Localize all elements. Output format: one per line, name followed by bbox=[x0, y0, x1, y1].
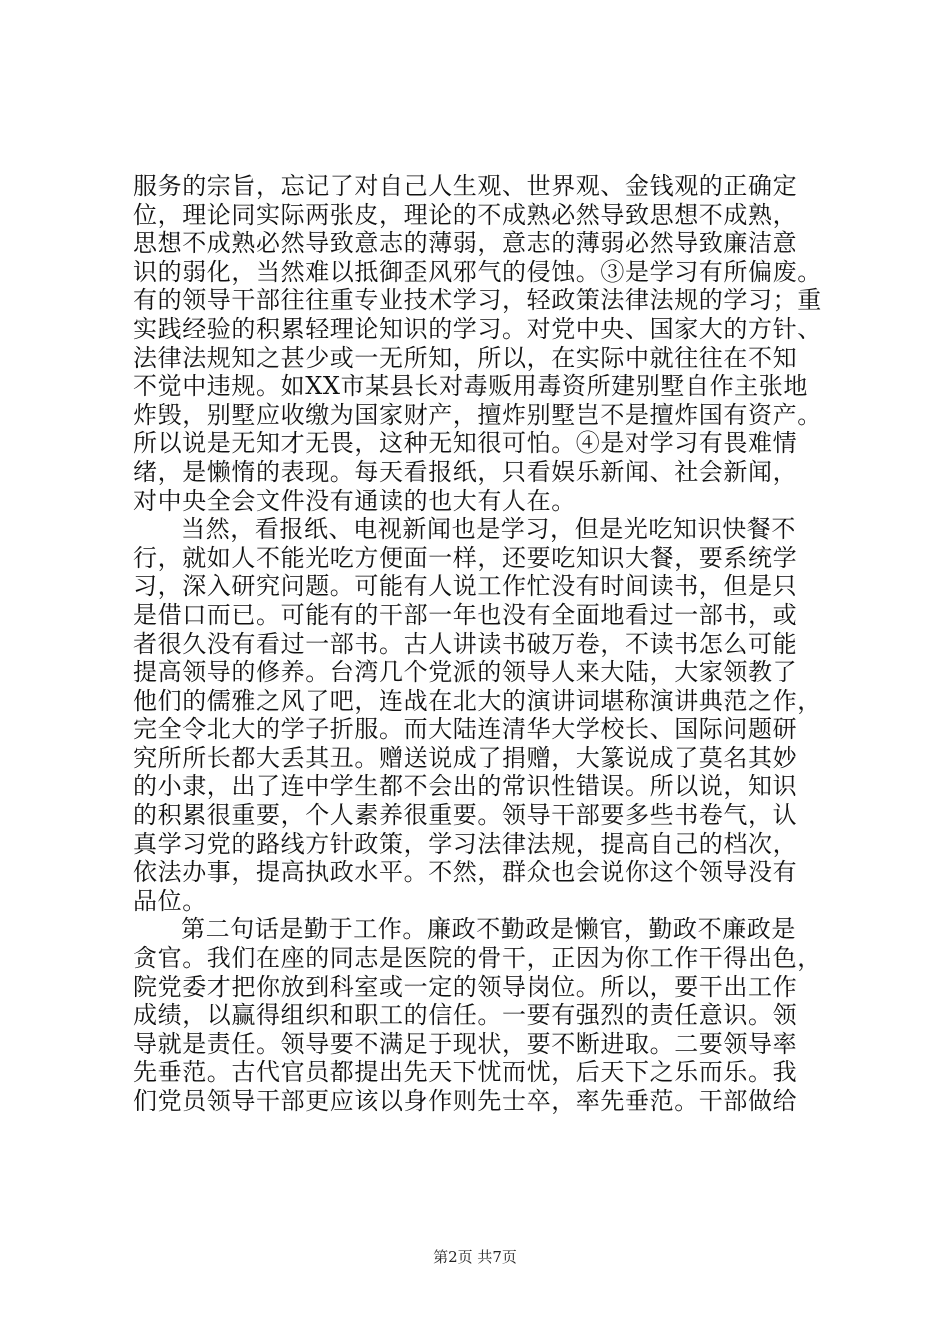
text-line: 当然，看报纸、电视新闻也是学习，但是光吃知识快餐不 bbox=[181, 515, 796, 544]
text-line: 他们的儒雅之风了吧，连战在北大的演讲词堪称演讲典范之作， bbox=[133, 686, 822, 715]
text-line: 行，就如人不能光吃方便面一样，还要吃知识大餐，要系统学 bbox=[133, 543, 798, 572]
text-line: 贪官。我们在座的同志是医院的骨干，正因为你工作干得出色， bbox=[133, 944, 822, 973]
text-line: 提高领导的修养。台湾几个党派的领导人来大陆，大家领教了 bbox=[133, 658, 798, 687]
text-line: 是借口而已。可能有的干部一年也没有全面地看过一部书，或 bbox=[133, 600, 798, 629]
text-line: 有的领导干部往往重专业技术学习，轻政策法律法规的学习；重 bbox=[133, 286, 822, 315]
text-line: 习，深入研究问题。可能有人说工作忙没有时间读书，但是只 bbox=[133, 572, 798, 601]
text-line: 者很久没有看过一部书。古人讲读书破万卷，不读书怎么可能 bbox=[133, 629, 798, 658]
body-text bbox=[133, 172, 833, 1116]
text-line: 绪，是懒惰的表现。每天看报纸，只看娱乐新闻、社会新闻， bbox=[133, 457, 798, 486]
text-line: 服务的宗旨，忘记了对自己人生观、世界观、金钱观的正确定 bbox=[133, 172, 798, 200]
text-line: 品位。 bbox=[133, 886, 207, 915]
text-line: 不觉中违规。如XX市某县长对毒贩用毒资所建别墅自作主张地 bbox=[133, 372, 808, 401]
text-line: 实践经验的积累轻理论知识的学习。对党中央、国家大的方针、 bbox=[133, 314, 822, 343]
text-line: 炸毁，别墅应收缴为国家财产，擅炸别墅岂不是擅炸国有资产。 bbox=[133, 400, 822, 429]
text-line: 真学习党的路线方针政策，学习法律法规，提高自己的档次， bbox=[133, 829, 798, 858]
text-line: 的积累很重要，个人素养很重要。领导干部要多些书卷气，认 bbox=[133, 801, 798, 830]
text-line: 依法办事，提高执政水平。不然，群众也会说你这个领导没有 bbox=[133, 858, 798, 887]
text-line: 导就是责任。领导要不满足于现状，要不断进取。二要领导率 bbox=[133, 1029, 798, 1058]
text-line: 究所所长都大丢其丑。赠送说成了捐赠，大篆说成了莫名其妙 bbox=[133, 743, 798, 772]
text-line: 法律法规知之甚少或一无所知，所以，在实际中就往往在不知 bbox=[133, 343, 798, 372]
text-line: 位，理论同实际两张皮，理论的不成熟必然导致思想不成熟， bbox=[133, 200, 798, 229]
page-footer: 第2页 共7页 bbox=[433, 1248, 517, 1266]
text-line: 成绩，以赢得组织和职工的信任。一要有强烈的责任意识。领 bbox=[133, 1001, 798, 1030]
text-line: 对中央全会文件没有通读的也大有人在。 bbox=[133, 486, 576, 515]
text-line: 完全令北大的学子折服。而大陆连清华大学校长、国际问题研 bbox=[133, 715, 798, 744]
text-line: 所以说是无知才无畏，这种无知很可怕。④是对学习有畏难情 bbox=[133, 429, 798, 458]
text-line: 思想不成熟必然导致意志的薄弱，意志的薄弱必然导致廉洁意 bbox=[133, 229, 798, 258]
text-line: 先垂范。古代官员都提出先天下忧而忧，后天下之乐而乐。我 bbox=[133, 1058, 798, 1087]
text-line: 第二句话是勤于工作。廉政不勤政是懒官，勤政不廉政是 bbox=[181, 915, 796, 944]
text-line: 的小隶，出了连中学生都不会出的常识性错误。所以说，知识 bbox=[133, 772, 798, 801]
text-line: 识的弱化，当然难以抵御歪风邪气的侵蚀。③是学习有所偏废。 bbox=[133, 257, 822, 286]
text-line: 院党委才把你放到科室或一定的领导岗位。所以，要干出工作 bbox=[133, 972, 798, 1001]
text-line: 们党员领导干部更应该以身作则先士卒，率先垂范。干部做给 bbox=[133, 1087, 798, 1115]
